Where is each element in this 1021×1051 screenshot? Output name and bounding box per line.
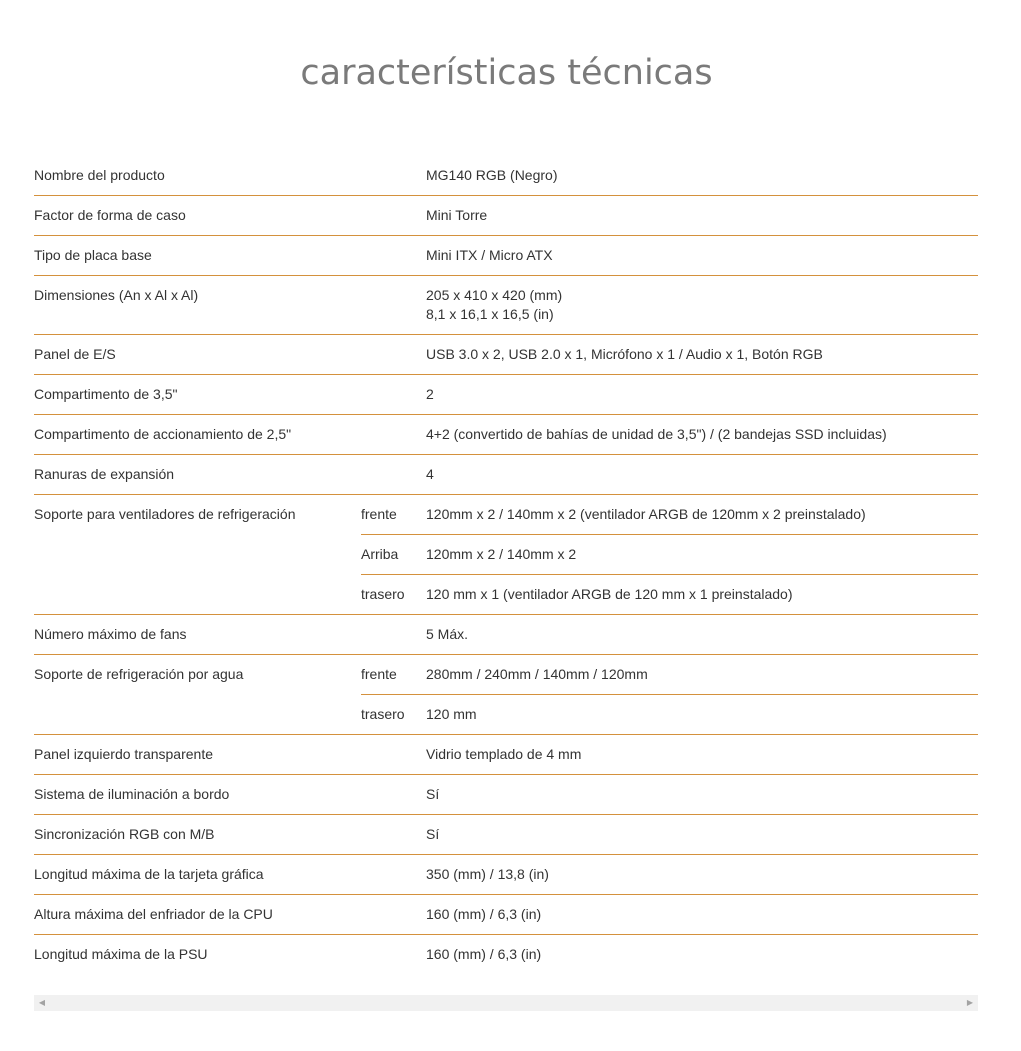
spec-value: 5 Máx. <box>426 615 978 655</box>
spec-value: Vidrio templado de 4 mm <box>426 735 978 775</box>
table-row <box>34 335 978 375</box>
spec-value: 120mm x 2 / 140mm x 2 <box>426 535 978 575</box>
spec-value: Mini ITX / Micro ATX <box>426 236 978 276</box>
dimensions-mm: 205 x 410 x 420 (mm) <box>426 287 563 303</box>
spec-table <box>34 156 978 974</box>
scroll-right-icon[interactable]: ▶ <box>966 998 974 1007</box>
table-row <box>34 855 978 895</box>
spec-sublabel: Arriba <box>361 535 426 575</box>
spec-sublabel: frente <box>361 495 426 535</box>
table-row <box>34 895 978 935</box>
spec-value: 120mm x 2 / 140mm x 2 (ventilador ARGB de 120mm x 2 preinstalado) <box>426 495 978 535</box>
spec-label: Sincronización RGB con M/B <box>34 815 426 855</box>
spec-label: Dimensiones (An x Al x Al) <box>34 276 426 335</box>
spec-value: 160 (mm) / 6,3 (in) <box>426 946 542 962</box>
table-row <box>34 655 978 695</box>
spec-value: 2 <box>426 375 978 415</box>
spec-label: Longitud máxima de la PSU <box>34 946 208 962</box>
spec-sublabel: frente <box>361 655 426 695</box>
table-row <box>34 935 978 975</box>
spec-label: Número máximo de fans <box>34 615 426 655</box>
table-row <box>34 735 978 775</box>
table-row <box>34 156 978 196</box>
spec-label: Panel izquierdo transparente <box>34 735 426 775</box>
spec-label: Altura máxima del enfriador de la CPU <box>34 895 426 935</box>
horizontal-scrollbar[interactable] <box>34 995 978 1011</box>
spec-value: 160 (mm) / 6,3 (in) <box>426 895 978 935</box>
page-title: características técnicas <box>300 53 713 93</box>
spec-value: MG140 RGB (Negro) <box>426 156 978 196</box>
spec-label: Soporte para ventiladores de refrigeración <box>34 495 361 615</box>
table-row <box>34 375 978 415</box>
spec-sublabel: trasero <box>361 575 426 615</box>
table-row <box>34 775 978 815</box>
spec-value: 280mm / 240mm / 140mm / 120mm <box>426 655 978 695</box>
spec-label: Longitud máxima de la tarjeta gráfica <box>34 855 426 895</box>
spec-value: 120 mm <box>426 695 978 735</box>
spec-sublabel: trasero <box>361 695 426 735</box>
table-row <box>34 196 978 236</box>
spec-label: Soporte de refrigeración por agua <box>34 655 361 735</box>
spec-value: 4 <box>426 455 978 495</box>
scroll-left-icon[interactable]: ◀ <box>38 998 46 1007</box>
spec-value: Mini Torre <box>426 196 978 236</box>
table-row <box>34 455 978 495</box>
spec-value: 120 mm x 1 (ventilador ARGB de 120 mm x 1 preinstalado) <box>426 575 978 615</box>
spec-label: Tipo de placa base <box>34 236 426 276</box>
spec-label: Nombre del producto <box>34 156 426 196</box>
spec-label: Sistema de iluminación a bordo <box>34 775 426 815</box>
spec-value: Sí <box>426 815 978 855</box>
table-row <box>34 615 978 655</box>
table-row <box>34 815 978 855</box>
spec-label: Compartimento de 3,5" <box>34 375 426 415</box>
table-row <box>34 236 978 276</box>
table-row <box>34 276 978 335</box>
spec-label: Compartimento de accionamiento de 2,5" <box>34 415 426 455</box>
spec-label: Ranuras de expansión <box>34 455 426 495</box>
spec-value <box>426 276 978 335</box>
table-row <box>34 415 978 455</box>
spec-value: Sí <box>426 775 978 815</box>
spec-value: 350 (mm) / 13,8 (in) <box>426 855 978 895</box>
table-row <box>34 495 978 535</box>
spec-value: USB 3.0 x 2, USB 2.0 x 1, Micrófono x 1 / Audio x 1, Botón RGB <box>426 335 978 375</box>
spec-value: 4+2 (convertido de bahías de unidad de 3,5") / (2 bandejas SSD incluidas) <box>426 415 978 455</box>
dimensions-in: 8,1 x 16,1 x 16,5 (in) <box>426 306 554 322</box>
spec-label: Panel de E/S <box>34 335 426 375</box>
spec-label: Factor de forma de caso <box>34 196 426 236</box>
